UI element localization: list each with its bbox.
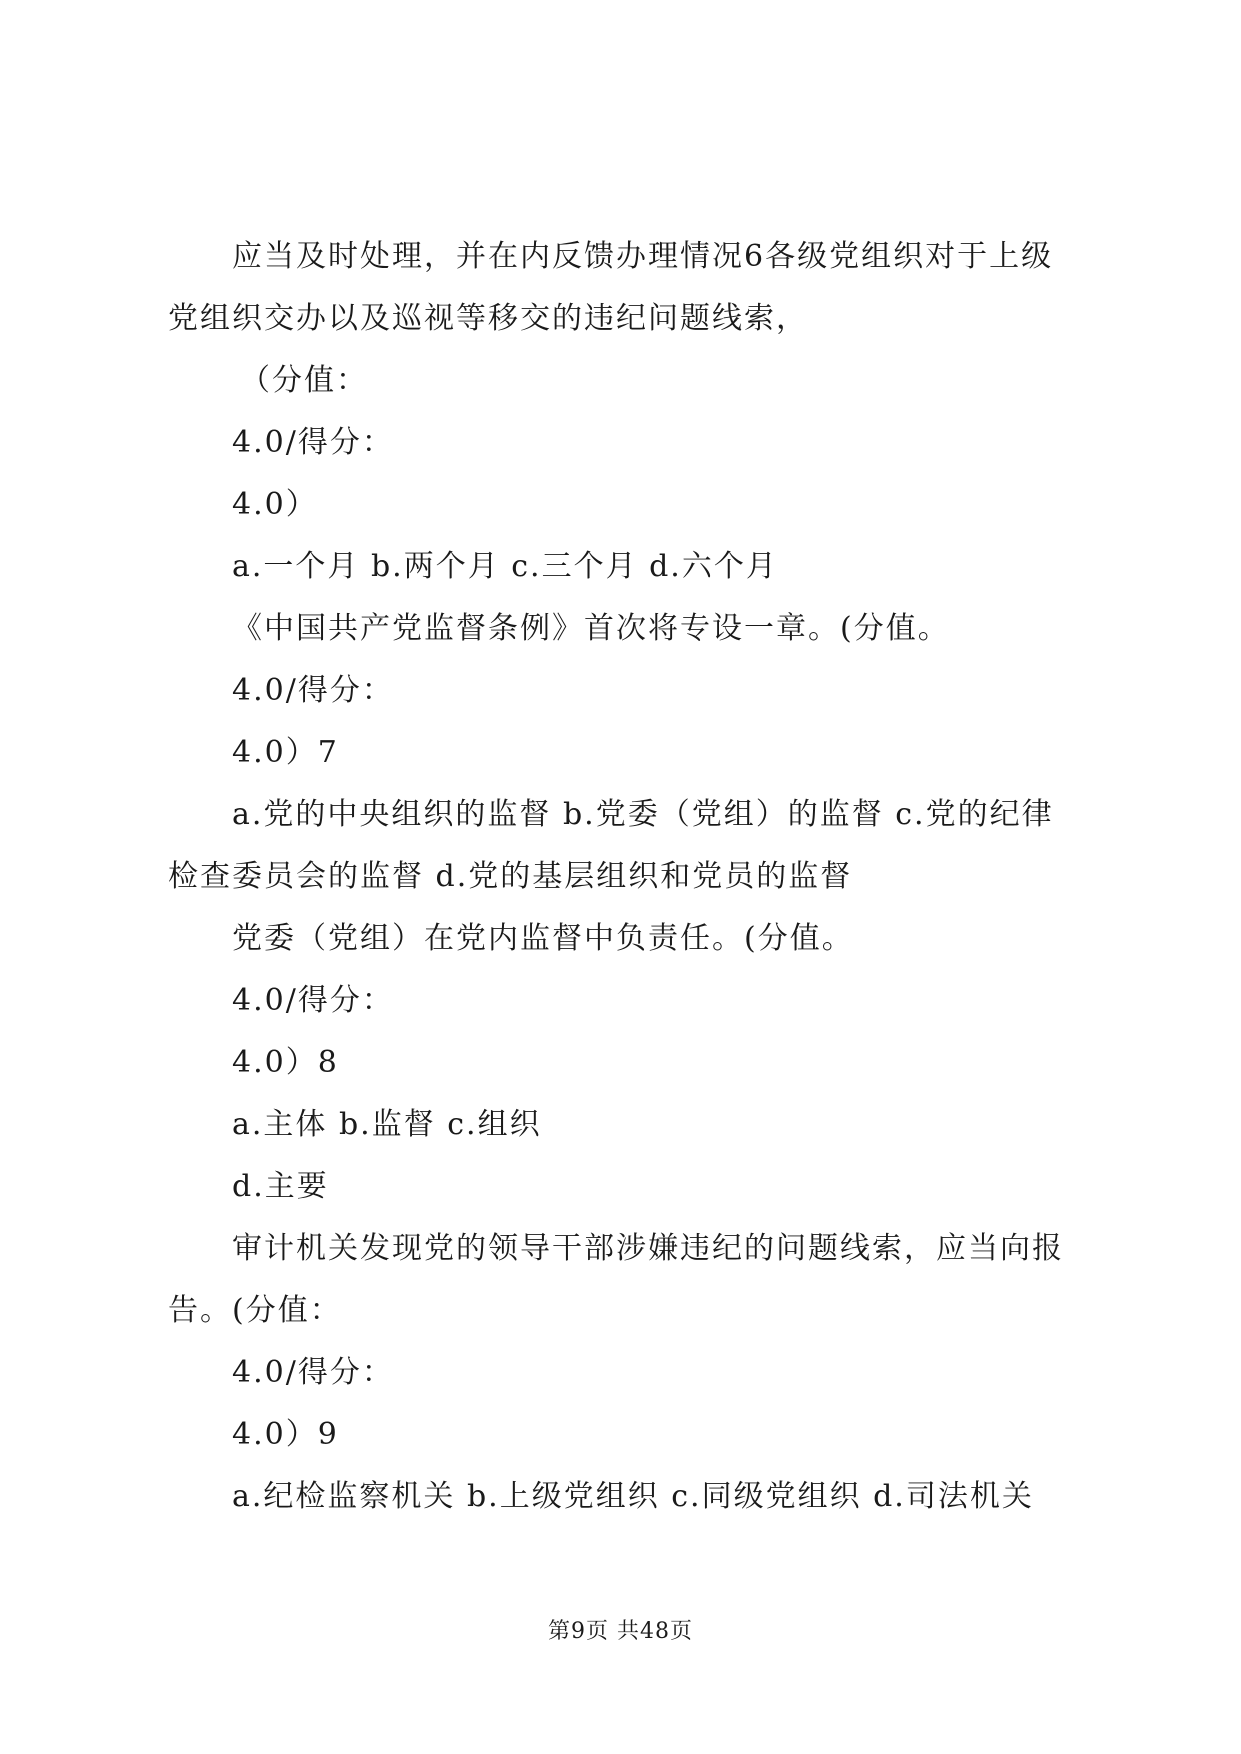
score-line: 4.0）8 (232, 1045, 339, 1080)
score-line: 4.0）9 (232, 1417, 339, 1452)
score-line: （分值： (240, 363, 368, 398)
score-line: 4.0/得分： (232, 1355, 394, 1390)
paragraph-line: 党组织交办以及巡视等移交的违纪问题线索， (168, 301, 808, 336)
options-line: a.党的中央组织的监督 b.党委（党组）的监督 c.党的纪律 (232, 797, 1054, 832)
question-line: 告。(分值： (168, 1293, 342, 1328)
options-line: d.主要 (232, 1169, 329, 1204)
score-line: 4.0） (232, 487, 318, 522)
score-line: 4.0）7 (232, 735, 339, 770)
score-line: 4.0/得分： (232, 983, 394, 1018)
question-line: 审计机关发现党的领导干部涉嫌违纪的问题线索，应当向报 (232, 1231, 1064, 1266)
question-line: 党委（党组）在党内监督中负责任。(分值。 (232, 921, 854, 956)
options-line: a.纪检监察机关 b.上级党组织 c.同级党组织 d.司法机关 (232, 1479, 1034, 1514)
score-line: 4.0/得分： (232, 673, 394, 708)
question-line: 《中国共产党监督条例》首次将专设一章。(分值。 (232, 611, 950, 646)
document-body (168, 226, 1088, 1528)
page-footer: 第9页 共48页 (548, 1619, 693, 1644)
options-line: a.一个月 b.两个月 c.三个月 d.六个月 (232, 549, 778, 584)
paragraph-line: 应当及时处理，并在内反馈办理情况6各级党组织对于上级 (232, 239, 1054, 274)
options-line: a.主体 b.监督 c.组织 (232, 1107, 542, 1142)
score-line: 4.0/得分： (232, 425, 394, 460)
options-line: 检查委员会的监督 d.党的基层组织和党员的监督 (168, 859, 853, 894)
